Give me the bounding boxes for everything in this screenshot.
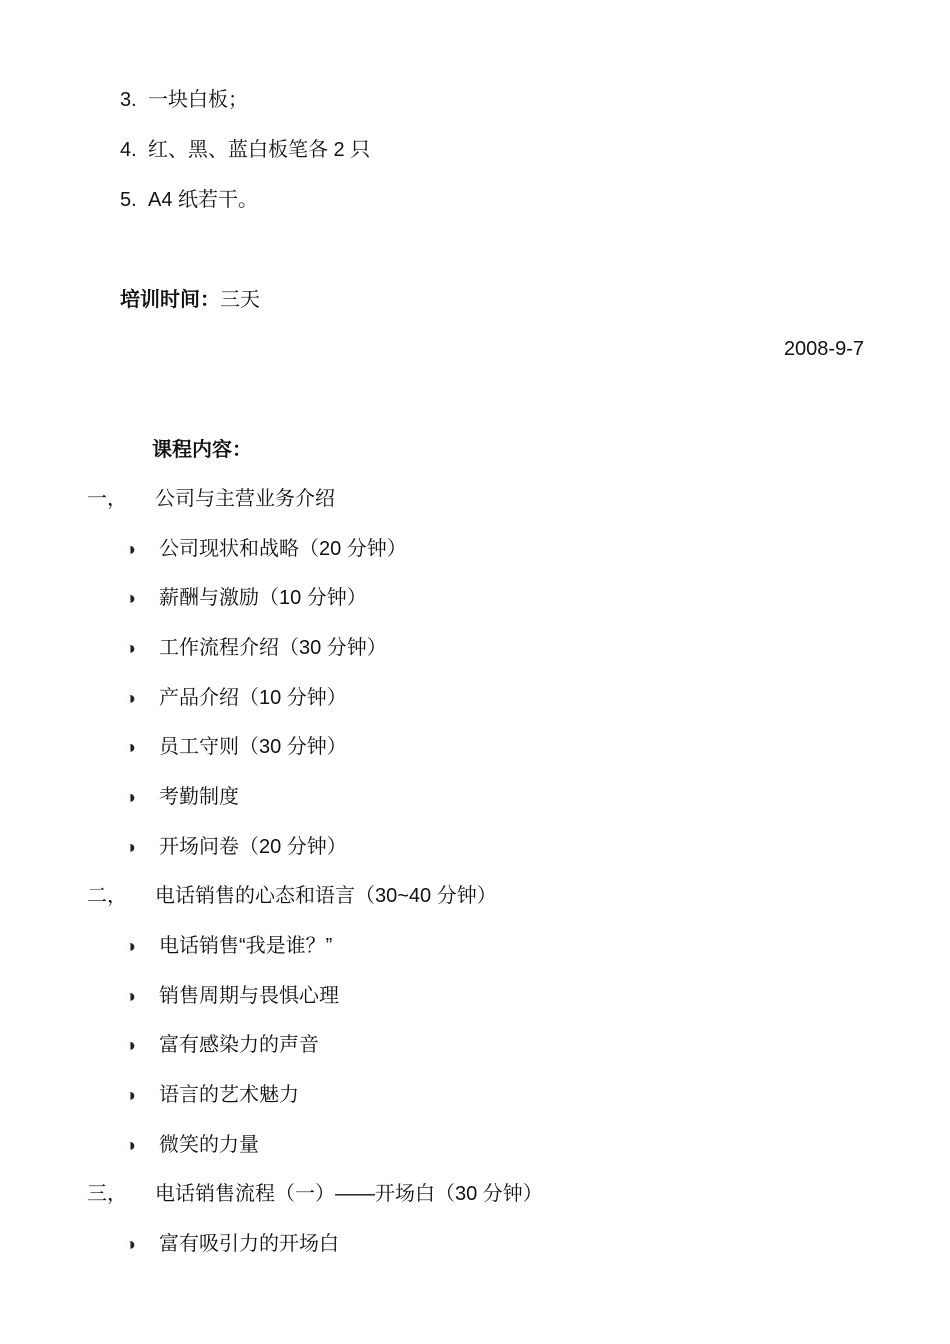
half-circle-bullet-icon: ◑ <box>125 737 136 757</box>
bullet-item-text: 工作流程介绍（30 分钟） <box>159 637 387 659</box>
half-circle-bullet-icon: ◑ <box>125 1234 136 1254</box>
half-circle-bullet-icon: ◑ <box>125 688 136 708</box>
bullet-item-text: 公司现状和战略（20 分钟） <box>159 538 407 560</box>
list-item-number: 5. <box>120 189 137 211</box>
bullet-item-text: 富有吸引力的开场白 <box>159 1233 339 1255</box>
bullet-item <box>125 1230 339 1258</box>
list-item-text: 红、黑、蓝白板笔各 2 只 <box>148 139 371 161</box>
bullet-item <box>125 684 347 712</box>
bullet-item-text: 开场问卷（20 分钟） <box>159 836 347 858</box>
list-item-number: 3. <box>120 89 137 111</box>
list-item <box>120 86 248 114</box>
list-item <box>120 136 370 164</box>
section-heading <box>87 485 335 513</box>
bullet-item <box>125 733 347 761</box>
bullet-item <box>125 1081 299 1109</box>
bullet-item <box>125 584 367 612</box>
training-time-label: 培训时间： <box>120 289 220 311</box>
document-date: 2008-9-7 <box>783 338 864 360</box>
bullet-item-text: 考勤制度 <box>159 786 239 808</box>
section-title: 电话销售流程（一）——开场白（30 分钟） <box>155 1183 543 1205</box>
half-circle-bullet-icon: ◑ <box>125 837 136 857</box>
list-item-text: 一块白板； <box>148 89 248 111</box>
bullet-item <box>125 535 407 563</box>
bullet-item-text: 产品介绍（10 分钟） <box>159 687 347 709</box>
course-heading: 课程内容： <box>152 439 252 461</box>
training-time <box>120 286 260 314</box>
list-item <box>120 186 258 214</box>
bullet-item <box>125 982 339 1010</box>
list-item-number: 4. <box>120 139 137 161</box>
bullet-item-text: 语言的艺术魅力 <box>159 1084 299 1106</box>
section-marker: 一， <box>87 488 127 510</box>
bullet-item <box>125 833 347 861</box>
bullet-item <box>125 1131 259 1159</box>
bullet-item <box>125 932 332 960</box>
half-circle-bullet-icon: ◑ <box>125 787 136 807</box>
section-marker: 二， <box>87 885 127 907</box>
half-circle-bullet-icon: ◑ <box>125 1035 136 1055</box>
half-circle-bullet-icon: ◑ <box>125 638 136 658</box>
section-heading <box>87 882 497 910</box>
bullet-item <box>125 783 239 811</box>
half-circle-bullet-icon: ◑ <box>125 539 136 559</box>
bullet-item <box>125 1031 319 1059</box>
bullet-item-text: 富有感染力的声音 <box>159 1034 319 1056</box>
section-marker: 三， <box>87 1183 127 1205</box>
list-item-text: A4 纸若干。 <box>148 189 259 211</box>
section-title: 电话销售的心态和语言（30~40 分钟） <box>155 885 497 907</box>
bullet-item <box>125 634 387 662</box>
bullet-item-text: 微笑的力量 <box>159 1134 259 1156</box>
half-circle-bullet-icon: ◑ <box>125 1085 136 1105</box>
half-circle-bullet-icon: ◑ <box>125 936 136 956</box>
training-time-value: 三天 <box>220 289 260 311</box>
half-circle-bullet-icon: ◑ <box>125 986 136 1006</box>
half-circle-bullet-icon: ◑ <box>125 1135 136 1155</box>
section-title: 公司与主营业务介绍 <box>155 488 335 510</box>
section-heading <box>87 1180 543 1208</box>
bullet-item-text: 员工守则（30 分钟） <box>159 736 347 758</box>
bullet-item-text: 薪酬与激励（10 分钟） <box>159 587 367 609</box>
half-circle-bullet-icon: ◑ <box>125 588 136 608</box>
bullet-item-text: 销售周期与畏惧心理 <box>159 985 339 1007</box>
bullet-item-text: 电话销售“我是谁？” <box>159 935 333 957</box>
